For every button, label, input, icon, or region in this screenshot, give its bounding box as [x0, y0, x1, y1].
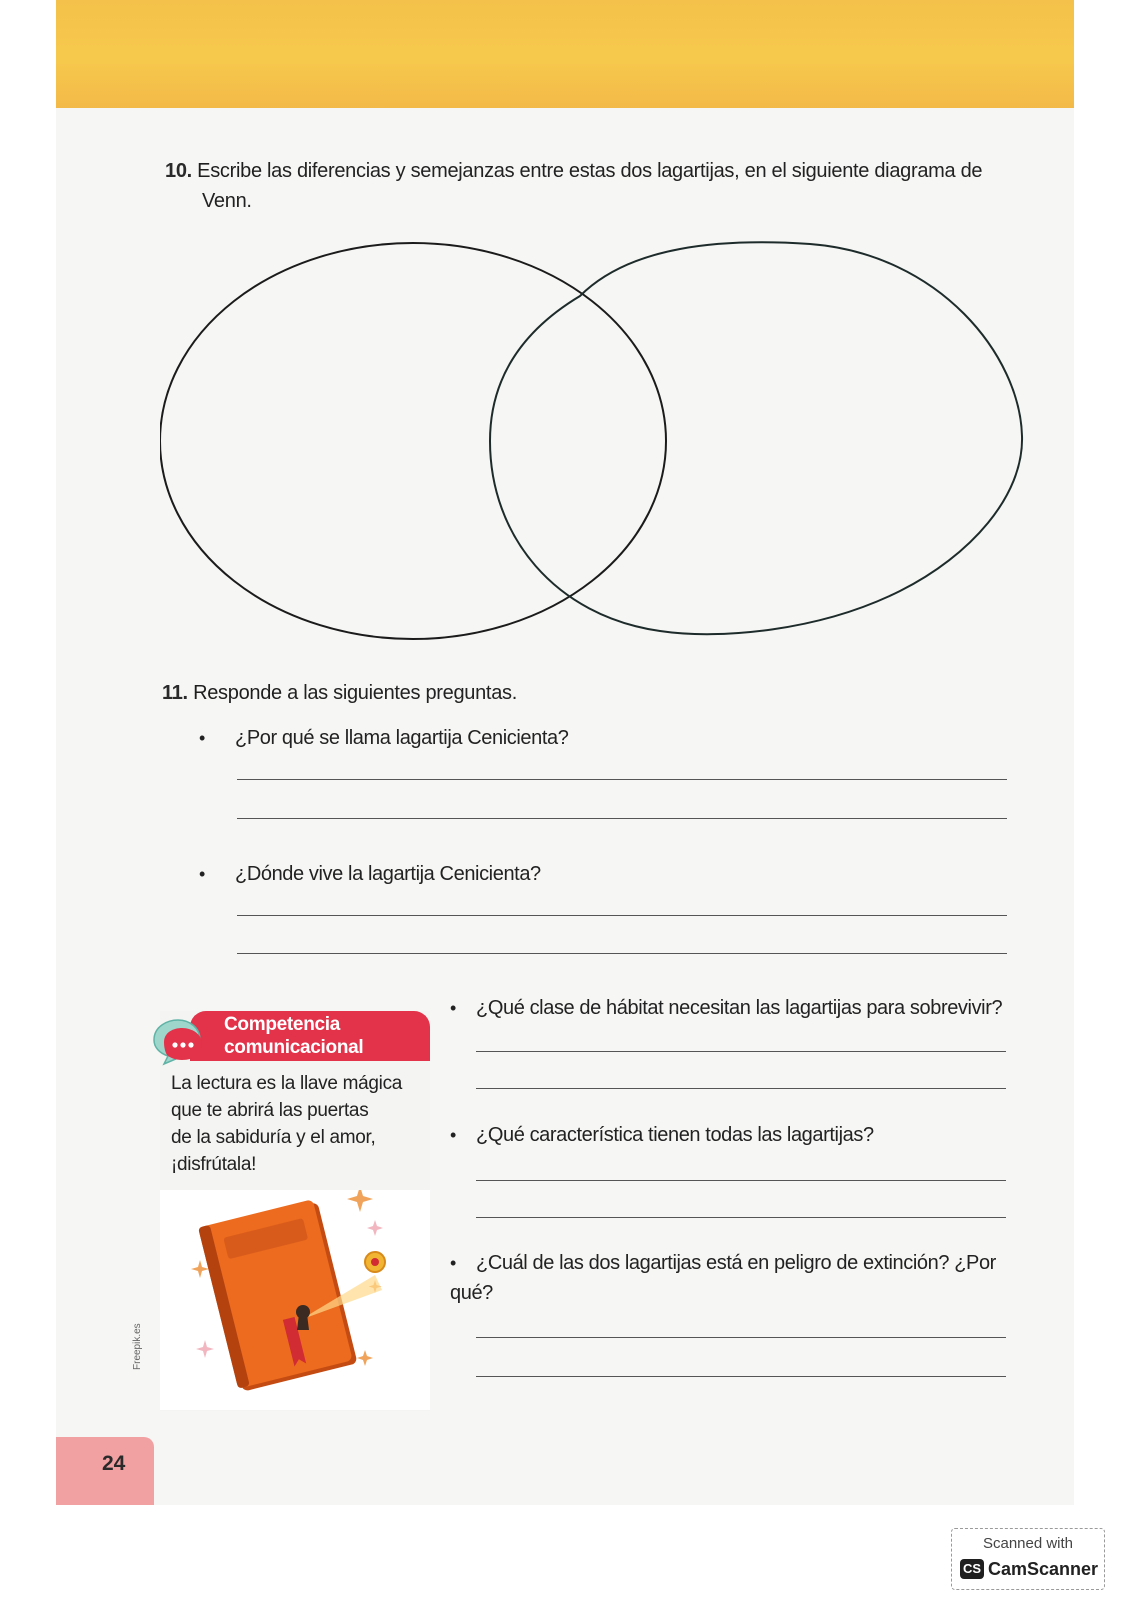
- question-10-line2: Venn.: [202, 190, 252, 212]
- image-credit: Freepik.es: [132, 1323, 143, 1370]
- venn-diagram[interactable]: [160, 236, 1060, 656]
- answer-line[interactable]: [476, 1088, 1006, 1089]
- bullet: •: [450, 1253, 456, 1273]
- competencia-text-line: que te abrirá las puertas: [171, 1100, 369, 1121]
- answer-line[interactable]: [476, 1180, 1006, 1181]
- question-text: las diferencias y semejanzas entre estas dos lagartijas, en el siguiente diagrama de: [267, 160, 983, 182]
- sub-question-text: ¿Qué característica tienen todas las lagartijas?: [476, 1124, 874, 1146]
- answer-line[interactable]: [476, 1376, 1006, 1377]
- sub-question-text: ¿Por qué se llama lagartija Cenicienta?: [235, 727, 569, 749]
- competencia-text: [171, 1070, 426, 1178]
- competencia-title: [224, 1013, 424, 1059]
- competencia-title-line2: comunicacional: [224, 1037, 364, 1058]
- competencia-text-line: La lectura es la llave mágica: [171, 1073, 403, 1094]
- sub-question-text: ¿Qué clase de hábitat necesitan las lagartijas para sobrevivir?: [476, 997, 1003, 1019]
- answer-line[interactable]: [237, 818, 1007, 819]
- answer-line[interactable]: [476, 1051, 1006, 1052]
- key-icon: [365, 1252, 385, 1272]
- answer-line[interactable]: [476, 1217, 1006, 1218]
- sub-question-text: ¿Cuál de las dos lagartijas está en peligro de extinción? ¿Por: [476, 1252, 996, 1274]
- bullet: •: [199, 864, 205, 884]
- speech-bubble-icon: [150, 1016, 210, 1068]
- sub-question-1: [199, 724, 568, 752]
- answer-line[interactable]: [237, 953, 1007, 954]
- sub-question-3: [450, 994, 1002, 1022]
- answer-line[interactable]: [237, 915, 1007, 916]
- page-number: 24: [102, 1452, 126, 1475]
- camscanner-brand: [960, 1559, 1098, 1580]
- question-text: a las siguientes preguntas.: [287, 682, 517, 704]
- camscanner-logo-icon: CS: [960, 1559, 984, 1579]
- answer-line[interactable]: [237, 779, 1007, 780]
- question-number: 10.: [165, 160, 192, 182]
- sub-question-text: ¿Dónde vive la lagartija Cenicienta?: [235, 863, 541, 885]
- book-illustration: [160, 1190, 430, 1410]
- sub-question-5-line2: qué?: [450, 1282, 493, 1304]
- sub-question-2: [199, 860, 541, 888]
- sub-question-5: [450, 1249, 996, 1277]
- answer-line[interactable]: [476, 1337, 1006, 1338]
- question-verb: Responde: [193, 682, 282, 704]
- camscanner-name: CamScanner: [988, 1559, 1099, 1579]
- venn-left-circle[interactable]: [160, 243, 666, 639]
- camscanner-badge: [951, 1528, 1105, 1590]
- question-number: 11.: [162, 682, 188, 704]
- bullet: •: [450, 998, 456, 1018]
- bullet: •: [199, 728, 205, 748]
- sub-question-4: [450, 1121, 874, 1149]
- scanned-with-label: Scanned with: [982, 1535, 1074, 1552]
- question-10: [165, 156, 982, 186]
- bullet: •: [450, 1125, 456, 1145]
- question-verb: Escribe: [197, 160, 262, 182]
- question-11: [162, 678, 517, 708]
- competencia-title-line1: Competencia: [224, 1014, 341, 1035]
- top-yellow-band: [56, 0, 1074, 108]
- competencia-text-line: ¡disfrútala!: [171, 1154, 257, 1175]
- venn-right-circle[interactable]: [490, 242, 1022, 634]
- competencia-text-line: de la sabiduría y el amor,: [171, 1127, 376, 1148]
